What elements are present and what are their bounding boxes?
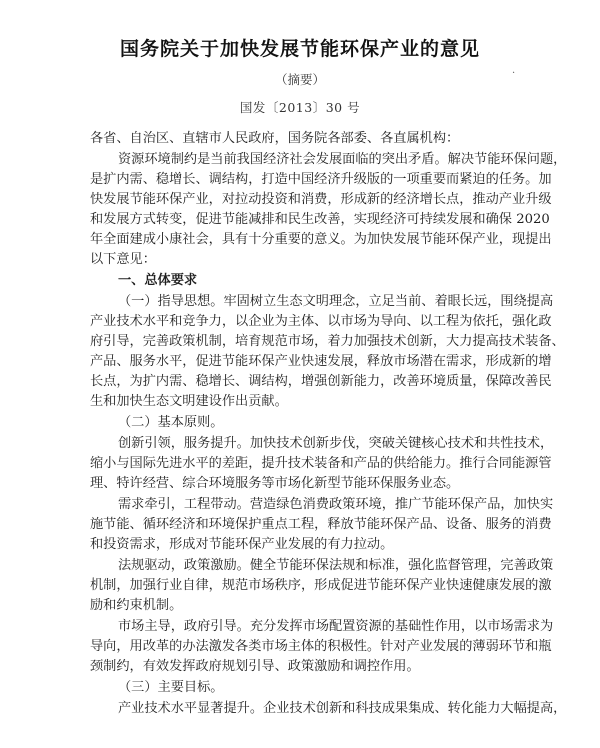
body-line: 长点，为扩内需、稳增长、调结构，增强创新能力，改善环境质量，保障改善民: [90, 374, 552, 389]
body-line: 颈制约，有效发挥政府规划引导、政策激励和调控作用。: [90, 659, 420, 674]
body-line: （一）指导思想。牢固树立生态文明理念，立足当前、着眼长远，围绕提高: [118, 294, 554, 309]
body-line: 和投资需求，形成对节能环保产业发展的有力拉动。: [90, 537, 394, 552]
body-line: 理、特许经营、综合环境服务等市场化新型节能环保服务业态。: [90, 476, 460, 491]
body-line: 产业技术水平显著提升。企业技术创新和科技成果集成、转化能力大幅提高，: [118, 701, 567, 716]
section-heading: 一、总体要求: [118, 273, 198, 288]
body-line: 年全面建成小康社会，具有十分重要的意义。为加快发展节能环保产业，现提出: [90, 232, 552, 247]
body-line: 缩小与国际先进水平的差距，提升技术装备和产品的供给能力。推行合同能源管: [90, 456, 552, 471]
scan-mark: ·: [512, 68, 516, 79]
subsection-heading: （三）主要目标。: [118, 680, 224, 695]
salutation: 各省、自治区、直辖市人民政府，国务院各部委、各直属机构：: [90, 131, 460, 146]
body-line: 励和约束机制。: [90, 598, 183, 613]
document-subtitle: （摘要）: [274, 72, 325, 87]
body-line: 法规驱动，政策激励。健全节能环保法规和标准，强化监督管理，完善政策: [118, 558, 554, 573]
body-line: 机制，加强行业自律，规范市场秩序，形成促进节能环保产业快速健康发展的激: [90, 578, 552, 593]
body-line: 导向，用改革的办法激发各类市场主体的积极性。针对产业发展的薄弱环节和瓶: [90, 639, 552, 654]
body-line: 资源环境制约是当前我国经济社会发展面临的突出矛盾。解决节能环保问题，: [118, 152, 567, 167]
body-line: 快发展节能环保产业，对拉动投资和消费，形成新的经济增长点，推动产业升级: [90, 192, 552, 207]
subsection-heading: （二）基本原则。: [118, 415, 224, 430]
body-line: 生和加快生态文明建设作出贡献。: [90, 394, 288, 409]
body-line: 府引导，完善政策机制，培育规范市场，着力加强技术创新，大力提高技术装备、: [90, 334, 565, 349]
body-line: 以下意见：: [90, 252, 156, 267]
body-line: 产业技术水平和竞争力，以企业为主体、以市场为导向、以工程为依托，强化政: [90, 314, 552, 329]
body-line: 是扩内需、稳增长、调结构，打造中国经济升级版的一项重要而紧迫的任务。加: [90, 172, 552, 187]
body-line: 和发展方式转变，促进节能减排和民生改善，实现经济可持续发展和确保 2020: [90, 212, 550, 227]
body-line: 产品、服务水平，促进节能环保产业快速发展，释放市场潜在需求，形成新的增: [90, 354, 552, 369]
body-line: 需求牵引，工程带动。营造绿色消费政策环境，推广节能环保产品，加快实: [118, 497, 554, 512]
body-line: 市场主导，政府引导。充分发挥市场配置资源的基础性作用，以市场需求为: [118, 619, 554, 634]
document-title: 国务院关于加快发展节能环保产业的意见: [119, 38, 480, 60]
document-number: 国发〔2013〕30 号: [239, 100, 361, 115]
body-line: 施节能、循环经济和环境保护重点工程，释放节能环保产品、设备、服务的消费: [90, 517, 552, 532]
body-line: 创新引领，服务提升。加快技术创新步伐，突破关键核心技术和共性技术，: [118, 436, 554, 451]
